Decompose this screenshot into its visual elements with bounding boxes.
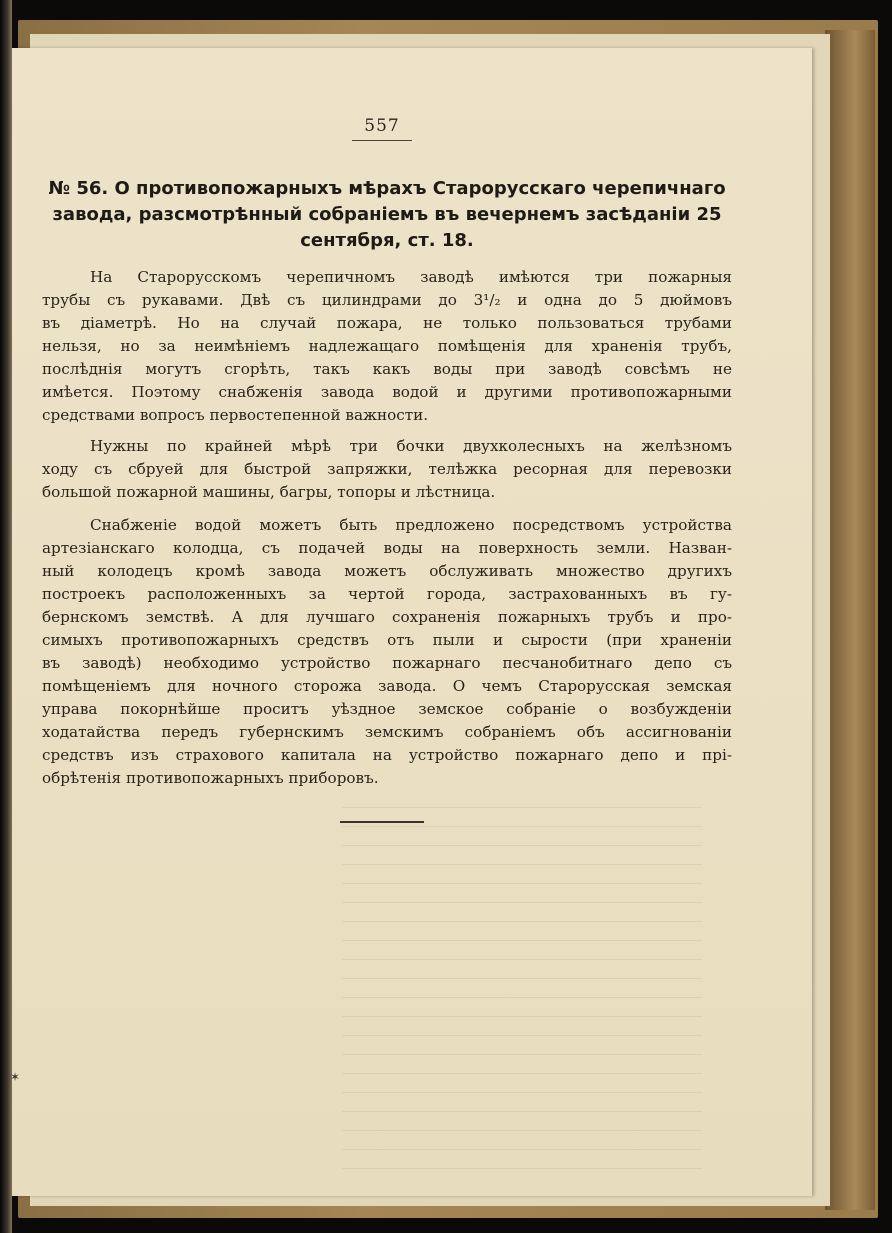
- text-line: имѣется. Поэтому снабженія завода водой и другими противопожарными: [42, 383, 732, 401]
- text-line: обрѣтенія противопожарныхъ приборовъ.: [42, 769, 379, 787]
- page-number: 557: [364, 116, 400, 136]
- text-line: построекъ расположенныхъ за чертой города, застрахованныхъ въ гу-: [42, 585, 732, 603]
- heading-line-3: сентября, ст. 18.: [300, 230, 474, 251]
- end-of-section-rule: [340, 821, 424, 823]
- paper-speck: ✶: [10, 1070, 21, 1084]
- page-number-rule: [352, 140, 412, 141]
- section-heading: [42, 176, 732, 254]
- text-line: Снабженіе водой можетъ быть предложено посредствомъ устройства: [90, 516, 732, 534]
- text-line: помѣщеніемъ для ночного сторожа завода. О чемъ Старорусская земская: [42, 677, 732, 695]
- text-line: ходу съ сбруей для быстрой запряжки, телѣжка ресорная для перевозки: [42, 460, 732, 478]
- heading-line-1: № 56. О противопожарныхъ мѣрахъ Старорусскаго черепичнаго: [48, 178, 726, 199]
- text-line: управа покорнѣйше проситъ уѣздное земское собраніе о возбужденіи: [42, 700, 732, 718]
- text-line: На Старорусскомъ черепичномъ заводѣ имѣются три пожарныя: [90, 268, 732, 286]
- text-line: въ заводѣ) необходимо устройство пожарнаго песчанобитнаго депо съ: [42, 654, 732, 672]
- text-line: артезіанскаго колодца, съ подачей воды на поверхность земли. Назван-: [42, 539, 732, 557]
- text-line: Нужны по крайней мѣрѣ три бочки двухколесныхъ на желѣзномъ: [90, 437, 732, 455]
- text-line: ходатайства передъ губернскимъ земскимъ собраніемъ объ ассигнованіи: [42, 723, 732, 741]
- text-line: бернскомъ земствѣ. А для лучшаго сохраненія пожарныхъ трубъ и про-: [42, 608, 732, 626]
- text-line: нельзя, но за неимѣніемъ надлежащаго помѣщенія для храненія трубъ,: [42, 337, 732, 355]
- text-line: симыхъ противопожарныхъ средствъ отъ пыли и сырости (при храненіи: [42, 631, 732, 649]
- text-line: ный колодецъ кромѣ завода можетъ обслуживать множество другихъ: [42, 562, 732, 580]
- show-through-text: [342, 798, 702, 1178]
- text-line: послѣднія могутъ сгорѣть, такъ какъ воды при заводѣ совсѣмъ не: [42, 360, 732, 378]
- heading-line-2: завода, разсмотрѣнный собраніемъ въ вечернемъ засѣданіи 25: [52, 204, 722, 225]
- book-cover-edge: [825, 30, 875, 1210]
- text-line: большой пожарной машины, багры, топоры и лѣстница.: [42, 483, 496, 501]
- text-line: средствами вопросъ первостепенной важности.: [42, 406, 429, 424]
- book-gutter: [0, 0, 12, 1233]
- page-sheet: [12, 48, 812, 1196]
- text-line: средствъ изъ страхового капитала на устройство пожарнаго депо и прі-: [42, 746, 732, 764]
- text-line: въ діаметрѣ. Но на случай пожара, не только пользоваться трубами: [42, 314, 732, 332]
- text-line: трубы съ рукавами. Двѣ съ цилиндрами до 3¹/₂ и одна до 5 дюймовъ: [42, 291, 732, 309]
